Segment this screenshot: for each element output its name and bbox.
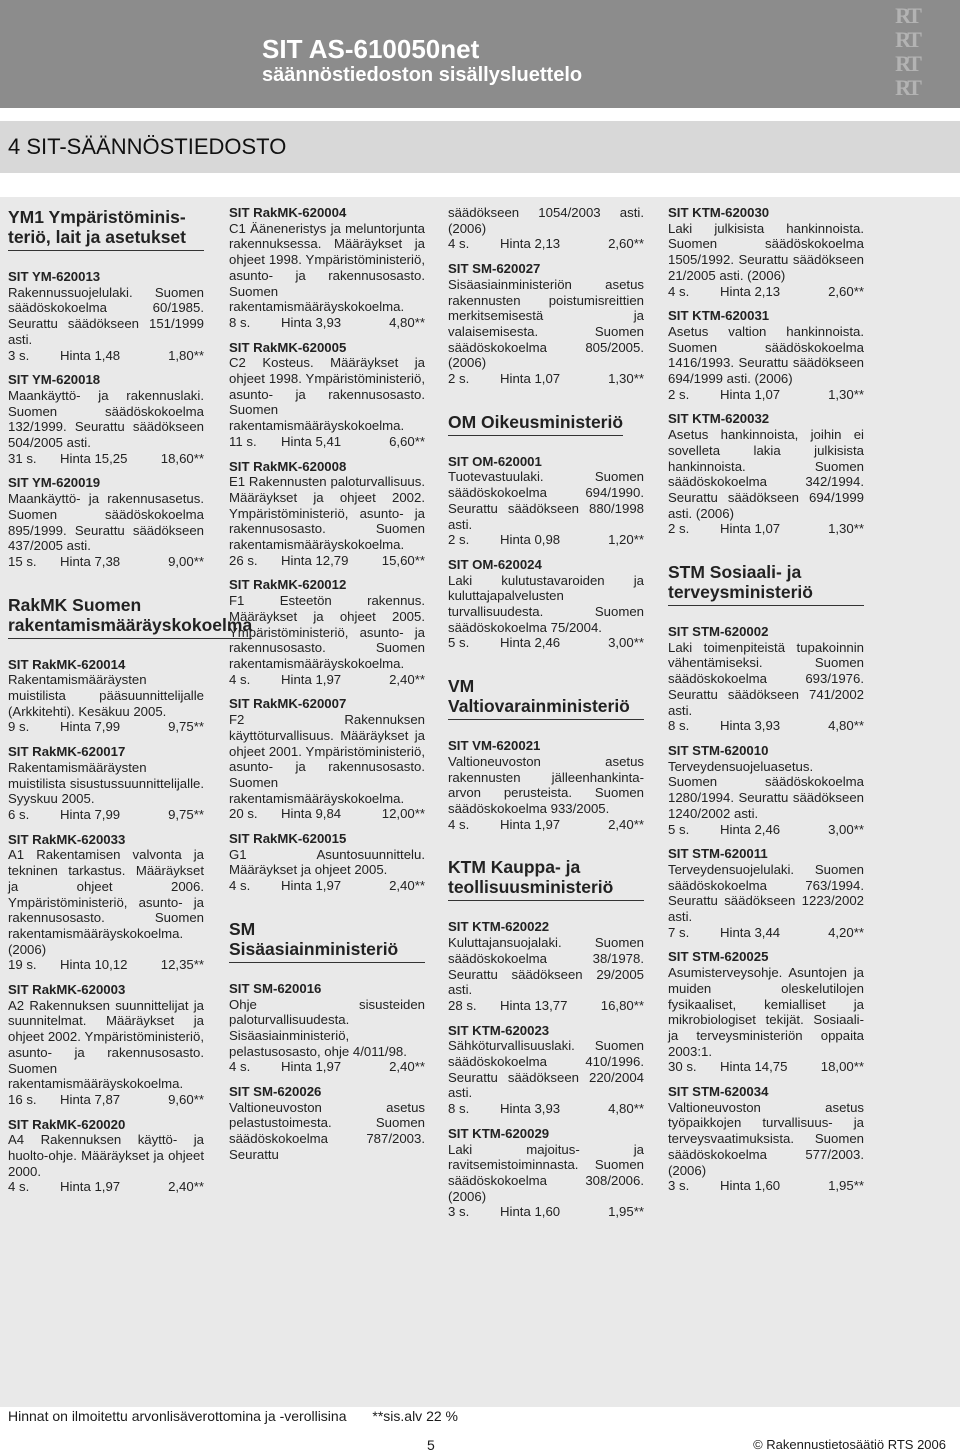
entry-price-row: [8, 807, 204, 823]
entry-code: SIT RakMK-620005: [229, 339, 347, 355]
page-count: 5 s.: [448, 635, 470, 651]
page-count: 5 s.: [668, 821, 690, 837]
section-title: 4 SIT-SÄÄNNÖSTIEDOSTO: [8, 134, 287, 159]
price-excl-vat: Hinta 3,44: [720, 924, 781, 940]
catalog-entry: [448, 1126, 644, 1220]
price-excl-vat: Hinta 1,97: [60, 1179, 121, 1195]
price-excl-vat: Hinta 1,97: [281, 671, 342, 687]
entry-code: SIT RakMK-620014: [8, 656, 126, 672]
entry-code: SIT STM-620002: [668, 624, 769, 640]
price-excl-vat: Hinta 13,77: [500, 997, 568, 1013]
entry-price-row: [448, 1101, 644, 1117]
catalog-entry: [8, 982, 204, 1108]
page-count: 4 s.: [229, 878, 251, 894]
price-incl-vat: 1,30**: [828, 521, 864, 537]
catalog-entry: [229, 459, 425, 569]
price-excl-vat: Hinta 7,87: [60, 1091, 121, 1107]
entry-description: F1 Esteetön rakennus. Määräykset ja ohjeet 2005. Ympäristöministeriö, asunto- ja rakennusosasto. Suomen rakentamismääräyskokoelma.: [229, 593, 425, 671]
entry-code: SIT OM-620024: [448, 556, 542, 572]
entry-description: Rakentamismääräysten muistilista pääsuunnittelijalle (Arkkitehti). Kesäkuu 2005.: [8, 672, 204, 719]
catalog-entry: [8, 475, 204, 569]
price-incl-vat: 1,95**: [608, 1204, 644, 1220]
catalog-entry: [229, 981, 425, 1075]
entry-description: C1 Ääneneristys ja meluntorjunta rakennuksessa. Määräykset ja ohjeet 1998. Ympäristöministeriö, asunto- ja rakennusosasto. Suomen rakentamismääräyskokoelma.: [229, 220, 425, 315]
catalog-entry: [448, 919, 644, 1013]
page-count: 16 s.: [8, 1091, 37, 1107]
catalog-entry: [448, 454, 644, 548]
price-incl-vat: 15,60**: [381, 552, 425, 568]
catalog-entry: [668, 308, 864, 402]
page-count: 31 s.: [8, 450, 37, 466]
catalog-entry: [229, 577, 425, 687]
entry-price-row: [229, 878, 425, 894]
entry-price-row: [668, 387, 864, 403]
price-incl-vat: 1,95**: [828, 1178, 864, 1194]
entry-code: SIT RakMK-620017: [8, 744, 126, 760]
price-excl-vat: Hinta 9,84: [281, 806, 342, 822]
entry-code: SIT VM-620021: [448, 738, 541, 754]
section-heading-bar: [0, 121, 960, 173]
catalog-entry: [229, 831, 425, 894]
entry-code: SIT YM-620019: [8, 475, 101, 491]
page-count: 19 s.: [8, 957, 37, 973]
entry-description: Sisäasiainministeriön asetus rakennusten poistumisreittien merkitsemisestä ja valaisemisesta. Suomen säädöskokoelma 805/2005. (2006): [448, 276, 644, 371]
page-count: 8 s.: [668, 718, 690, 734]
catalog-entry: [668, 743, 864, 837]
price-excl-vat: Hinta 1,48: [60, 347, 121, 363]
price-incl-vat: 2,60**: [828, 283, 864, 299]
price-incl-vat: 4,80**: [828, 718, 864, 734]
entry-code: SIT RakMK-620003: [8, 982, 126, 998]
catalog-entry: [8, 1117, 204, 1196]
entry-description: Valtioneuvoston asetus rakennusten jälleenhankinta-arvon perusteista. Suomen säädöskokoelma 933/2005.: [448, 753, 644, 816]
price-excl-vat: Hinta 7,99: [60, 719, 121, 735]
entry-description: Maankäyttö- ja rakennusasetus. Suomen säädöskokoelma 895/1999. Seurattu säädökseen 437/2005 asti.: [8, 491, 204, 554]
price-incl-vat: 12,35**: [160, 957, 204, 973]
entry-price-row: [448, 1204, 644, 1220]
page-count: 8 s.: [448, 1101, 470, 1117]
price-excl-vat: Hinta 2,46: [500, 635, 561, 651]
page-count: 4 s.: [229, 671, 251, 687]
entry-price-row: [668, 284, 864, 300]
price-incl-vat: 1,30**: [608, 371, 644, 387]
catalog-entry: [448, 1023, 644, 1117]
price-incl-vat: 4,80**: [389, 314, 425, 330]
category-heading: STM Sosiaali- ja terveysministeriö: [668, 562, 864, 606]
entry-code: SIT OM-620001: [448, 453, 542, 469]
price-incl-vat: 18,60**: [160, 450, 204, 466]
category-heading: SM Sisäasiainministeriö: [229, 919, 425, 963]
entry-price-row: [448, 371, 644, 387]
entry-code: SIT RakMK-620008: [229, 458, 347, 474]
price-incl-vat: 2,40**: [389, 671, 425, 687]
price-excl-vat: Hinta 1,60: [500, 1204, 561, 1220]
entry-code: SIT KTM-620022: [448, 919, 550, 935]
catalog-entry: [8, 832, 204, 973]
category-heading: KTM Kauppa- ja teollisuusministeriö: [448, 857, 644, 901]
category-heading: RakMK Suomen rakentamismääräyskokoelma: [8, 595, 252, 639]
entry-code: SIT YM-620018: [8, 372, 101, 388]
entry-description: Asumisterveysohje. Asuntojen ja muiden oleskelutilojen fysikaaliset, kemialliset ja mikrobiologiset tekijät. Sosiaali- ja terveysministeriön oppaita 2003:1.: [668, 965, 864, 1059]
entry-code: SIT SM-620016: [229, 980, 322, 996]
price-excl-vat: Hinta 1,07: [500, 371, 561, 387]
page-count: 4 s.: [448, 816, 470, 832]
price-excl-vat: Hinta 1,07: [720, 521, 781, 537]
page-count: 2 s.: [448, 371, 470, 387]
catalog-entry: [668, 624, 864, 734]
entry-description: Valtioneuvoston asetus pelastustoimesta. Suomen säädöskokoelma 787/2003. Seurattu: [229, 1099, 425, 1162]
page-count: 9 s.: [8, 719, 30, 735]
entry-description: Sähköturvallisuuslaki. Suomen säädöskokoelma 410/1996. Seurattu säädökseen 220/2004 asti.: [448, 1038, 644, 1101]
price-incl-vat: 6,60**: [389, 433, 425, 449]
entry-description: Asetus hankinnoista, joihin ei sovelleta lakia julkisista hankinnoista. Suomen säädöskokoelma 342/1994. Seurattu säädökseen 694/1999 asti. (2006): [668, 427, 864, 521]
price-incl-vat: 16,80**: [600, 997, 644, 1013]
entry-code: SIT RakMK-620033: [8, 831, 126, 847]
price-incl-vat: 4,20**: [828, 924, 864, 940]
page-count: 7 s.: [668, 924, 690, 940]
price-excl-vat: Hinta 2,46: [720, 821, 781, 837]
page-count: 4 s.: [668, 283, 690, 299]
entry-code: SIT SM-620026: [229, 1084, 322, 1100]
price-incl-vat: 3,00**: [828, 821, 864, 837]
entry-price-row: [448, 236, 644, 252]
entry-description: Laki toimenpiteistä tupakoinnin vähentämiseksi. Suomen säädöskokoelma 693/1976. Seurattu säädökseen 741/2002 asti.: [668, 639, 864, 718]
entry-description: A2 Rakennuksen suunnittelijat ja suunnitelmat. Määräykset ja ohjeet 2002. Ympäristöministeriö, asunto- ja rakennusosasto. Suomen rakentamismääräyskokoelma.: [8, 997, 204, 1092]
copyright: © Rakennustietosäätiö RTS 2006: [753, 1437, 946, 1452]
price-excl-vat: Hinta 12,79: [281, 552, 349, 568]
entry-description: Valtioneuvoston asetus työpaikkojen turvallisuus- ja terveysvaatimuksista. Suomen säädöskokoelma 577/2003. (2006): [668, 1099, 864, 1178]
page-number: 5: [427, 1437, 435, 1453]
page-count: 4 s.: [448, 236, 470, 252]
entry-description: säädökseen 1054/2003 asti. (2006): [448, 205, 644, 236]
logo-mark: RT: [895, 3, 919, 28]
entry-price-row: [229, 672, 425, 688]
rt-logo: [868, 4, 946, 100]
price-excl-vat: Hinta 5,41: [281, 433, 342, 449]
entry-price-row: [8, 719, 204, 735]
document-title: SIT AS-610050net: [262, 34, 480, 64]
price-incl-vat: 1,30**: [828, 386, 864, 402]
price-excl-vat: Hinta 3,93: [500, 1101, 561, 1117]
catalog-entry: [668, 1084, 864, 1194]
entry-price-row: [448, 998, 644, 1014]
price-incl-vat: 2,40**: [389, 878, 425, 894]
price-incl-vat: 2,40**: [168, 1179, 204, 1195]
catalog-entry: [8, 657, 204, 736]
page-count: 28 s.: [448, 997, 477, 1013]
price-incl-vat: 12,00**: [381, 806, 425, 822]
catalog-entry: [448, 261, 644, 387]
entry-price-row: [229, 806, 425, 822]
vat-note: **sis.alv 22 %: [372, 1408, 458, 1424]
entry-price-row: [8, 957, 204, 973]
price-incl-vat: 4,80**: [608, 1101, 644, 1117]
catalog-entry: [448, 738, 644, 832]
entry-price-row: [448, 817, 644, 833]
catalog-entry: [229, 205, 425, 331]
price-excl-vat: Hinta 0,98: [500, 532, 561, 548]
price-incl-vat: 2,40**: [389, 1059, 425, 1075]
page-count: 3 s.: [8, 347, 30, 363]
price-excl-vat: Hinta 1,97: [281, 1059, 342, 1075]
entry-price-row: [668, 521, 864, 537]
entry-description: Terveydensuojelulaki. Suomen säädöskokoelma 763/1994. Seurattu säädökseen 1223/2002 asti.: [668, 861, 864, 925]
entry-code: SIT RakMK-620004: [229, 205, 347, 220]
catalog-entry: [8, 269, 204, 363]
catalog-entry: [668, 846, 864, 940]
catalog-column-3: [448, 205, 644, 1229]
catalog-entry: [229, 340, 425, 450]
price-incl-vat: 3,00**: [608, 635, 644, 651]
page-count: 3 s.: [668, 1178, 690, 1194]
page-count: 11 s.: [229, 433, 257, 449]
page-count: 4 s.: [8, 1179, 30, 1195]
entry-price-row: [668, 718, 864, 734]
catalog-entry: [229, 1084, 425, 1163]
entry-code: SIT KTM-620023: [448, 1022, 550, 1038]
entry-price-row: [229, 553, 425, 569]
entry-code: SIT STM-620011: [668, 846, 768, 862]
entry-description: Kuluttajansuojalaki. Suomen säädöskokoelma 38/1978. Seurattu säädökseen 29/2005 asti.: [448, 935, 644, 998]
entry-description: Rakennussuojelulaki. Suomen säädöskokoelma 60/1985. Seurattu säädökseen 151/1999 asti.: [8, 284, 204, 347]
entry-price-row: [229, 1059, 425, 1075]
price-excl-vat: Hinta 15,25: [60, 450, 128, 466]
catalog-entry: [668, 411, 864, 537]
price-incl-vat: 9,00**: [168, 553, 204, 569]
entry-code: SIT KTM-620031: [668, 308, 770, 324]
entry-price-row: [668, 822, 864, 838]
entry-code: SIT STM-620034: [668, 1084, 769, 1100]
entry-description: Laki kulutustavaroiden ja kuluttajapalvelusten turvallisuudesta. Suomen säädöskokoelma 75/2004.: [448, 572, 644, 635]
entry-price-row: [668, 1178, 864, 1194]
page-count: 2 s.: [668, 386, 690, 402]
catalog-entry: [668, 205, 864, 299]
page-count: 20 s.: [229, 806, 258, 822]
entry-code: SIT RakMK-620012: [229, 577, 347, 593]
page-count: 3 s.: [448, 1204, 470, 1220]
catalog-entry: [448, 205, 644, 252]
price-incl-vat: 2,40**: [608, 816, 644, 832]
entry-code: SIT STM-620010: [668, 742, 769, 758]
catalog-entry: [229, 696, 425, 822]
entry-description: G1 Asuntosuunnittelu. Määräykset ja ohjeet 2005.: [229, 846, 425, 878]
catalog-column-2: [229, 205, 425, 1172]
price-excl-vat: Hinta 1,97: [281, 878, 342, 894]
page-count: 2 s.: [448, 532, 470, 548]
entry-code: SIT SM-620027: [448, 261, 541, 277]
page-count: 30 s.: [668, 1059, 697, 1075]
entry-code: SIT RakMK-620007: [229, 696, 347, 712]
catalog-entry: [448, 557, 644, 651]
entry-code: SIT RakMK-620015: [229, 831, 347, 847]
price-excl-vat: Hinta 2,13: [500, 236, 561, 252]
entry-description: E1 Rakennusten paloturvallisuus. Määräykset ja ohjeet 2002. Ympäristöministeriö, asunto- ja rakennusosasto. Suomen rakentamismääräyskokoelma.: [229, 474, 425, 553]
price-excl-vat: Hinta 2,13: [720, 283, 781, 299]
price-incl-vat: 9,75**: [168, 719, 204, 735]
entry-code: SIT KTM-620030: [668, 205, 770, 220]
price-incl-vat: 9,75**: [168, 806, 204, 822]
entry-description: Maankäyttö- ja rakennuslaki. Suomen säädöskokoelma 132/1999. Seurattu säädökseen 504/2005 asti.: [8, 387, 204, 451]
entry-description: Laki majoitus- ja ravitsemistoiminnasta. Suomen säädöskokoelma 308/2006. (2006): [448, 1141, 644, 1204]
entry-description: Asetus valtion hankinnoista. Suomen säädöskokoelma 1416/1993. Seurattu säädökseen 694/1999 asti. (2006): [668, 323, 864, 387]
entry-description: Tuotevastuulaki. Suomen säädöskokoelma 694/1990. Seurattu säädökseen 880/1998 asti.: [448, 469, 644, 532]
entry-code: SIT KTM-620029: [448, 1125, 550, 1141]
catalog-entry: [668, 949, 864, 1075]
entry-description: Ohje sisusteiden paloturvallisuudesta. Sisäasiainministeriö, pelastusosasto, ohje 4/011/98.: [229, 996, 425, 1059]
price-note-text: Hinnat on ilmoitettu arvonlisäverottomina ja -verollisina: [8, 1408, 347, 1424]
entry-code: SIT STM-620025: [668, 949, 769, 965]
price-excl-vat: Hinta 3,93: [281, 314, 342, 330]
entry-description: Rakentamismääräysten muistilista sisustussuunnittelijalle. Syyskuu 2005.: [8, 759, 204, 807]
entry-price-row: [8, 348, 204, 364]
page-count: 15 s.: [8, 553, 37, 569]
entry-price-row: [668, 925, 864, 941]
price-incl-vat: 1,80**: [168, 347, 204, 363]
entry-price-row: [229, 315, 425, 331]
entry-price-row: [8, 1092, 204, 1108]
category-heading: YM1 Ympäristöminis-teriö, lait ja asetukset: [8, 207, 204, 251]
page-count: 2 s.: [668, 521, 690, 537]
price-excl-vat: Hinta 1,97: [500, 816, 561, 832]
price-excl-vat: Hinta 14,75: [720, 1059, 788, 1075]
logo-mark: RT: [895, 27, 919, 52]
catalog-entry: [8, 744, 204, 823]
price-excl-vat: Hinta 3,93: [720, 718, 781, 734]
price-incl-vat: 1,20**: [608, 532, 644, 548]
price-excl-vat: Hinta 1,60: [720, 1178, 781, 1194]
price-excl-vat: Hinta 10,12: [60, 957, 128, 973]
entry-code: SIT YM-620013: [8, 269, 101, 284]
entry-description: A4 Rakennuksen käyttö- ja huolto-ohje. Määräykset ja ohjeet 2000.: [8, 1132, 204, 1179]
entry-description: Terveydensuojeluasetus. Suomen säädöskokoelma 1280/1994. Seurattu säädökseen 1240/2002 asti.: [668, 758, 864, 821]
logo-mark: RT: [895, 75, 919, 100]
category-heading: VM Valtiovarainministeriö: [448, 676, 644, 720]
category-heading: OM Oikeusministeriö: [448, 412, 623, 436]
price-incl-vat: 9,60**: [168, 1091, 204, 1107]
entry-description: C2 Kosteus. Määräykset ja ohjeet 1998. Ympäristöministeriö, asunto- ja rakennusosasto. Suomen rakentamismääräyskokoelma.: [229, 355, 425, 434]
document-subtitle: säännöstiedoston sisällysluettelo: [262, 64, 583, 86]
page-count: 26 s.: [229, 552, 258, 568]
price-excl-vat: Hinta 7,99: [60, 806, 121, 822]
price-incl-vat: 2,60**: [608, 236, 644, 252]
entry-price-row: [8, 1179, 204, 1195]
entry-code: SIT KTM-620032: [668, 411, 770, 427]
entry-code: SIT RakMK-620020: [8, 1116, 126, 1132]
page-header: [0, 0, 960, 108]
entry-price-row: [668, 1059, 864, 1075]
entry-price-row: [229, 434, 425, 450]
catalog-columns: [0, 197, 960, 1407]
price-excl-vat: Hinta 1,07: [720, 386, 781, 402]
price-excl-vat: Hinta 7,38: [60, 553, 121, 569]
entry-description: A1 Rakentamisen valvonta ja tekninen tarkastus. Määräykset ja ohjeet 2006. Ympäristöministeriö, asunto- ja rakennusosasto. Suomen rakentamismääräyskokoelma. (2006): [8, 847, 204, 957]
page-count: 4 s.: [229, 1059, 251, 1075]
catalog-column-4: [668, 205, 864, 1203]
entry-price-row: [448, 532, 644, 548]
page-count: 8 s.: [229, 314, 251, 330]
logo-mark: RT: [895, 51, 919, 76]
entry-price-row: [8, 451, 204, 467]
entry-description: F2 Rakennuksen käyttöturvallisuus. Määräykset ja ohjeet 2001. Ympäristöministeriö, asunto- ja rakennusosasto. Suomen rakentamismääräyskokoelma.: [229, 712, 425, 806]
price-incl-vat: 18,00**: [820, 1059, 864, 1075]
price-note: [8, 1408, 480, 1424]
page-count: 6 s.: [8, 806, 30, 822]
entry-description: Laki julkisista hankinnoista. Suomen säädöskokoelma 1505/1992. Seurattu säädökseen 21/2005 asti. (2006): [668, 220, 864, 283]
catalog-entry: [8, 372, 204, 466]
entry-price-row: [8, 554, 204, 570]
entry-price-row: [448, 635, 644, 651]
